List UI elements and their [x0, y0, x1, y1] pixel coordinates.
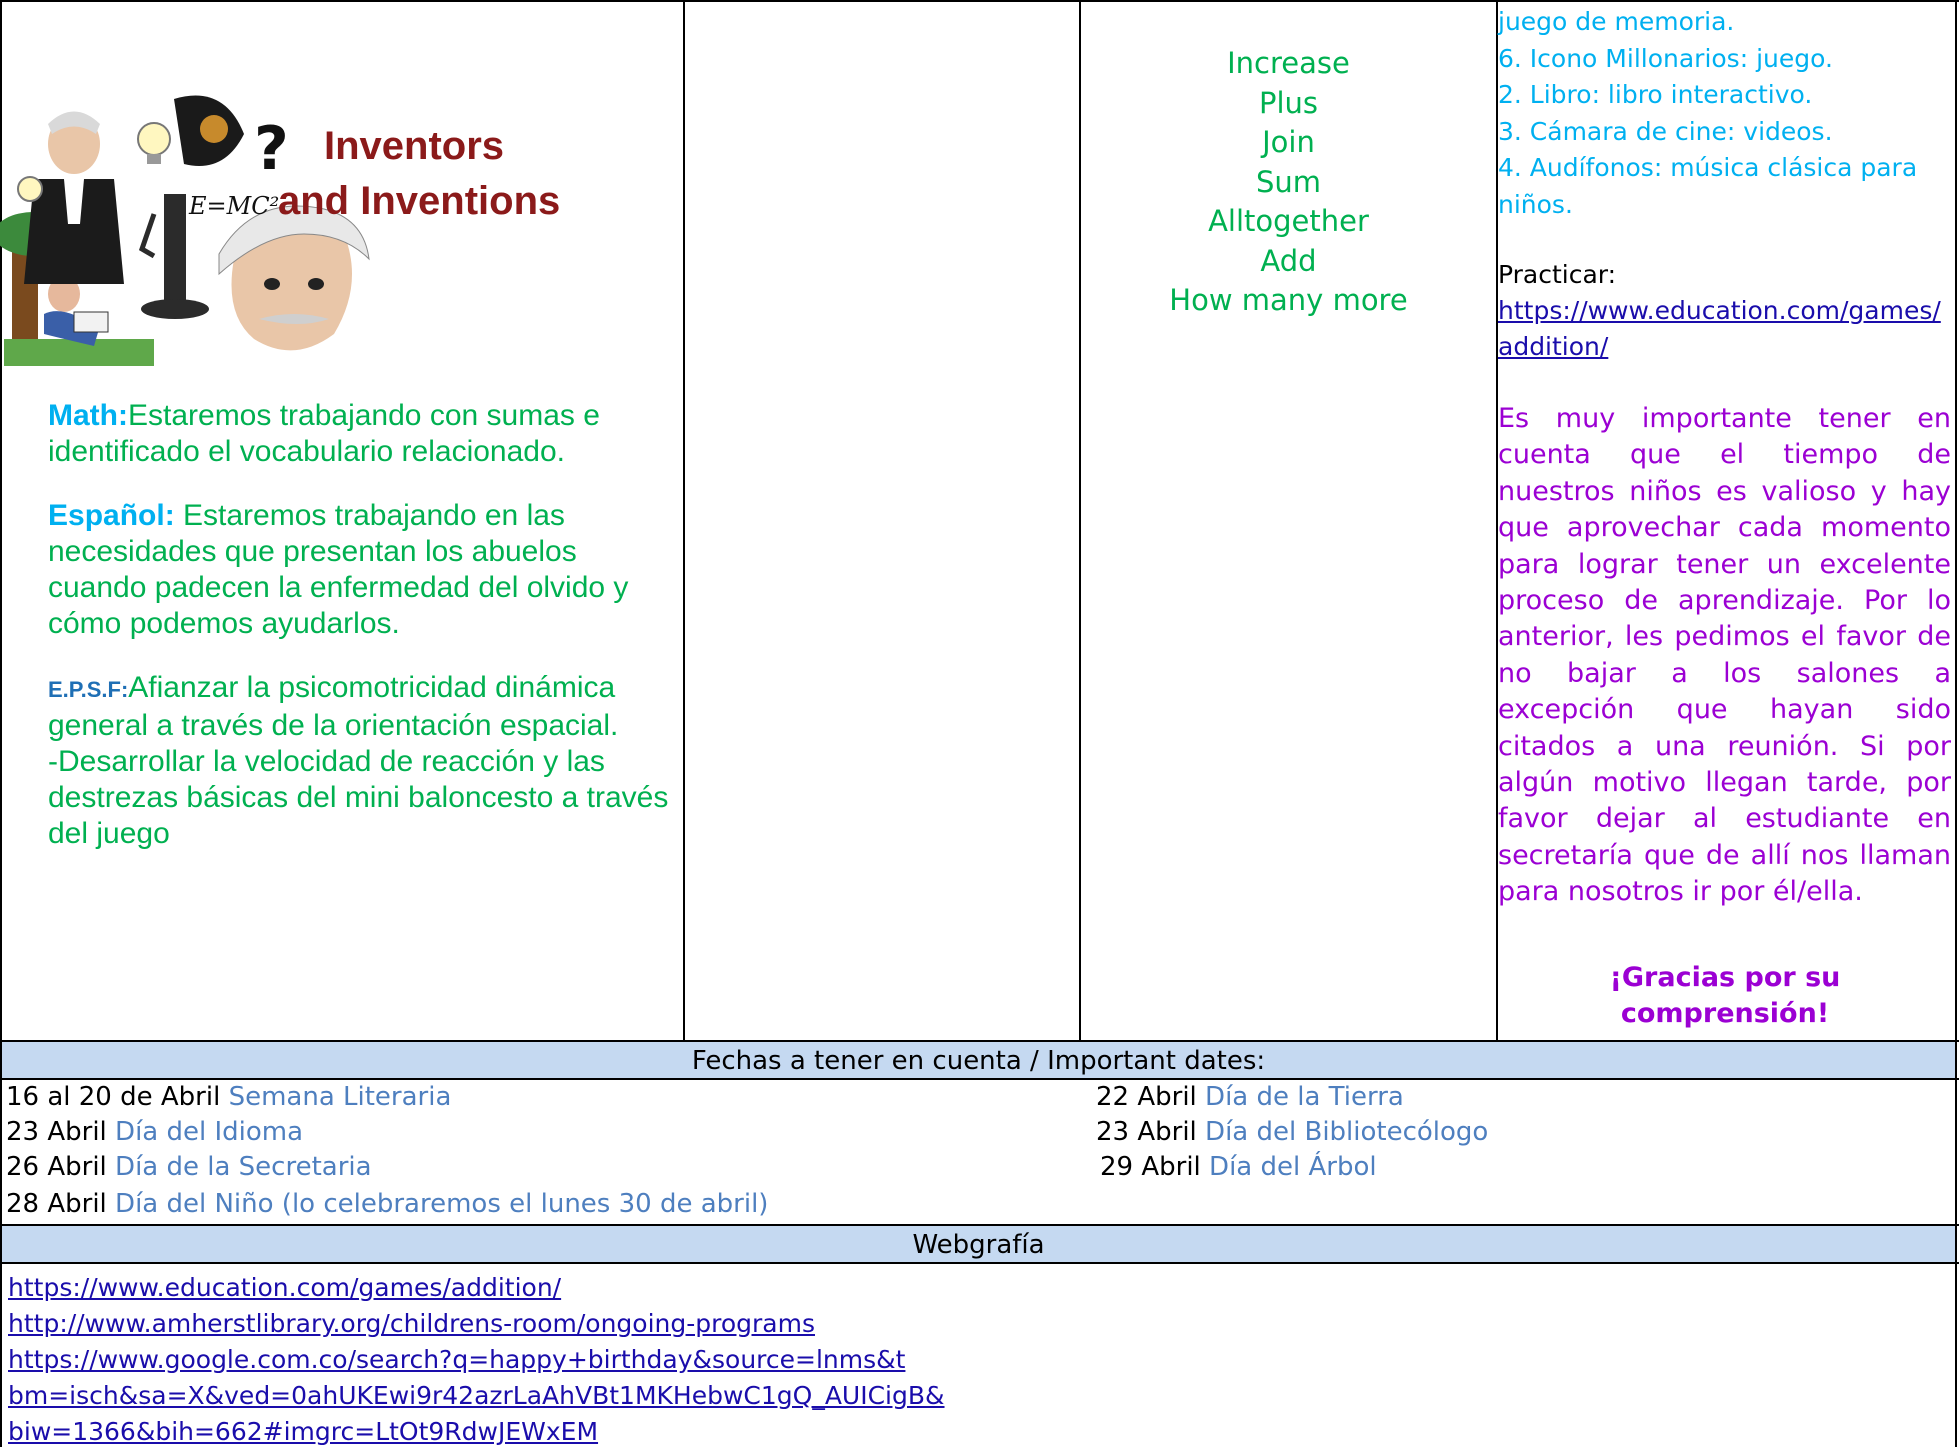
resource-item: 3. Cámara de cine: videos.	[1498, 116, 1833, 146]
graphic-title-line2: and Inventions	[278, 179, 561, 223]
practicar-label: Practicar:	[1498, 260, 1617, 289]
vocab-word: Plus	[1258, 85, 1319, 120]
event-label: Semana Literaria	[228, 1082, 452, 1112]
date-entry	[6, 1082, 451, 1112]
epsf-label: E.P.S.F:	[48, 677, 129, 702]
einstein-eye-right-shape	[308, 278, 324, 290]
resource-item: 4. Audífonos: música clásica para niños.	[1498, 153, 1918, 219]
row-divider-2	[0, 1078, 1959, 1080]
notice-paragraph	[1498, 401, 1951, 911]
event-label: Día del Idioma	[115, 1117, 304, 1147]
vocab-word: Sum	[1255, 164, 1322, 199]
event-label: Día de la Secretaria	[115, 1152, 372, 1182]
vocabulary-list	[1081, 44, 1496, 321]
date-entry	[1100, 1152, 1377, 1182]
table-border-top	[0, 0, 1959, 2]
event-label: Día del Bibliotecólogo	[1205, 1117, 1489, 1147]
espanol-text: Estaremos trabajando en las necesidades que presentan los abuelos cuando padecen la enfermedad del olvido y cómo podemos ayudarlos.	[48, 499, 629, 640]
table-border-right	[1955, 0, 1957, 1447]
webgrafia-link[interactable]: bm=isch&sa=X&ved=0ahUKEwi9r42azrLaAhVBt1MKHebwC1gQ_AUICigB&	[8, 1381, 945, 1410]
event-label: Día del Niño (lo celebraremos el lunes 30 de abril)	[115, 1189, 769, 1219]
date-entry	[1096, 1082, 1404, 1112]
webgrafia-link[interactable]: https://www.education.com/games/addition/	[8, 1273, 562, 1302]
graphic-title-line1: Inventors	[324, 124, 505, 168]
vocab-word: How many more	[1169, 283, 1408, 317]
espanol-paragraph	[48, 498, 668, 642]
date-entry	[1096, 1117, 1488, 1147]
einstein-eye-left-shape	[264, 278, 280, 290]
webgrafia-header	[2, 1226, 1955, 1262]
resource-item: 6. Icono Millonarios: juego.	[1498, 43, 1833, 73]
date-entry	[6, 1117, 303, 1147]
thanks-text: ¡Gracias por su comprensión!	[1609, 962, 1841, 1029]
book-shape	[74, 312, 108, 332]
webgrafia-link[interactable]: https://www.google.com.co/search?q=happy+birthday&source=lnms&t	[8, 1345, 906, 1374]
inventors-illustration	[4, 84, 561, 366]
date-label: 22 Abril	[1096, 1082, 1197, 1112]
vocab-word: Increase	[1227, 46, 1350, 80]
math-label: Math:	[48, 399, 128, 432]
event-label: Día de la Tierra	[1205, 1082, 1404, 1112]
column-divider-1	[683, 0, 685, 1040]
telephone-stand-shape	[164, 194, 186, 304]
practicar-section	[1498, 257, 1950, 365]
epsf-text: Afianzar la psicomotricidad dinámica general a través de la orientación espacial.	[48, 671, 619, 742]
epsf-paragraph	[48, 670, 678, 852]
light-bulb-left-shape	[18, 177, 42, 201]
important-dates-header	[2, 1042, 1955, 1078]
webgrafia-link[interactable]: biw=1366&bih=662#imgrc=LtOt9RdwJEWxEM	[8, 1417, 599, 1446]
math-paragraph	[48, 398, 668, 470]
webgrafia-header-text: Webgrafía	[912, 1230, 1045, 1260]
thanks-message	[1560, 960, 1890, 1032]
telephone-cord-shape	[142, 214, 154, 256]
epsf-text-2: -Desarrollar la velocidad de reacción y las destrezas básicas del mini baloncesto a través del juego	[48, 745, 669, 850]
row-divider-4	[0, 1262, 1959, 1264]
inventors-and-inventions-image	[4, 84, 561, 366]
resources-list	[1498, 4, 1938, 223]
date-label: 16 al 20 de Abril	[6, 1082, 221, 1112]
notice-text: Es muy importante tener en cuenta que el tiempo de nuestros niños es valioso y hay que aprovechar cada momento para lograr tener un excelente proceso de aprendizaje. Por lo anterior, les pedimos el favor de no bajar a los salones a excepción que hayan sido citados a una reunión. Si por algún motivo llegan tarde, por favor dejar al estudiante en secretaría que de allí nos llaman para nosotros ir por él/ella.	[1498, 403, 1951, 908]
date-label: 23 Abril	[1096, 1117, 1197, 1147]
date-label: 28 Abril	[6, 1189, 107, 1219]
date-label: 26 Abril	[6, 1152, 107, 1182]
vocab-word: Alltogether	[1208, 204, 1369, 238]
formula-text: E=MC²	[189, 192, 280, 220]
date-label: 23 Abril	[6, 1117, 107, 1147]
light-bulb-base-shape	[147, 154, 161, 164]
date-entry	[6, 1189, 768, 1219]
resource-item: 2. Libro: libro interactivo.	[1498, 80, 1813, 109]
light-bulb-top-shape	[138, 123, 170, 155]
event-label: Día del Árbol	[1209, 1152, 1377, 1182]
espanol-label: Español:	[48, 499, 175, 532]
date-entry	[6, 1152, 372, 1182]
date-label: 29 Abril	[1100, 1152, 1201, 1182]
math-text: Estaremos trabajando con sumas e identificado el vocabulario relacionado.	[48, 399, 600, 468]
resource-item: juego de memoria.	[1498, 7, 1735, 36]
webgrafia-link[interactable]: http://www.amherstlibrary.org/childrens-room/ongoing-programs	[8, 1309, 815, 1338]
grass-shape	[4, 339, 154, 366]
vocab-word: Add	[1260, 243, 1317, 278]
question-mark-text: ?	[254, 114, 289, 184]
horn-inner-shape	[200, 115, 228, 143]
telephone-base-shape	[141, 299, 209, 319]
vocab-word: Join	[1262, 125, 1315, 159]
practicar-link[interactable]: https://www.education.com/games/addition/	[1498, 296, 1941, 361]
important-dates-header-text: Fechas a tener en cuenta / Important dates:	[691, 1046, 1266, 1076]
